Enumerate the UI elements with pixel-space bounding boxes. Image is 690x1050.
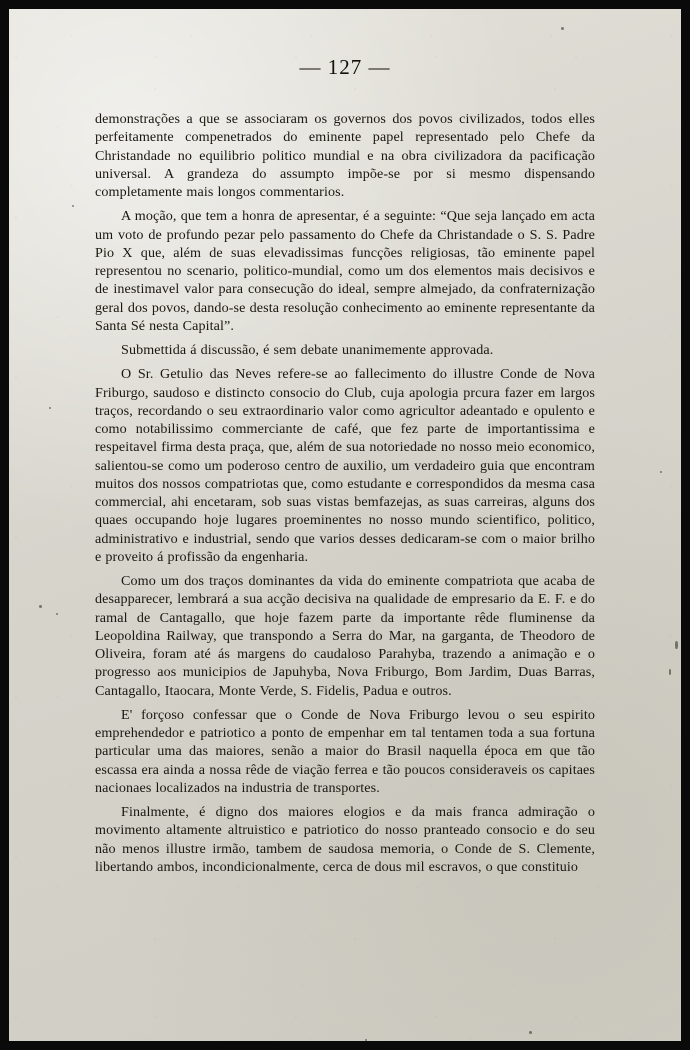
- paper-speck: [561, 27, 564, 30]
- page-number: — 127 —: [299, 55, 391, 79]
- body-paragraph: demonstrações a que se associaram os governos dos povos civilizados, todos elles perfeitamente compenetrados do eminente papel representado pelo Chefe da Christandade no equilibrio politico mundial e na obra civilizadora da pacificação universal. A grandeza do assumpto impõe-se por si mesmo dispensando completamente mais longos commentarios.: [95, 111, 595, 200]
- body-paragraph: Finalmente, é digno dos maiores elogios e da mais franca admiração o movimento altamente altruistico e patriotico do nosso pranteado consocio e do seu não menos illustre irmão, tambem de saudosa memoria, o Conde de S. Clemente, libertando ambos, incondicionalmente, cerca de dous mil escravos, o que constituio: [95, 804, 595, 875]
- paper-speck: [529, 1031, 532, 1034]
- body-paragraph: A moção, que tem a honra de apresentar, é a seguinte: “Que seja lançado em acta um voto de profundo pezar pelo passamento do Chefe da Christandade o S. S. Padre Pio X que, além de suas elevadissimas funcções religiosas, tão eminente papel representou no scenario, politico-mundial, como um dos elementos mais decisivos e de inestimavel valor para consecução do ideal, sempre almejado, da confraternização geral dos povos, dando-se desta resolução conhecimento ao eminente representante da Santa Sé nesta Capital”.: [95, 208, 595, 334]
- body-paragraph: Submettida á discussão, é sem debate unanimemente approvada.: [121, 342, 494, 358]
- page-content: [9, 55, 681, 876]
- body-paragraph: O Sr. Getulio das Neves refere-se ao fallecimento do illustre Conde de Nova Friburgo, saudoso e distincto consocio do Club, cuja apologia prcura fazer em largos traços, recordando o seu extraordinario valor como agricultor adeantado e opulento e como notabilissimo commerciante de café, que fez parte de importantissima e respeitavel firma desta praça, que, além de sua notoriedade no nosso meio economico, salientou-se como um poderoso centro de auxilio, um verdadeiro guia que encontram muitos dos nossos compatriotas que, como estudante e correspondidos da mesma casa commercial, ahi encetaram, sob suas vistas bemfazejas, as suas carreiras, alguns dos quaes occupando hoje lugares proeminentes no nosso mundo scientifico, politico, administrativo e industrial, sendo que varios desses dedicaram-se com o maior brilho e proveito á profissão da engenharia.: [95, 366, 595, 565]
- body-paragraph: E' forçoso confessar que o Conde de Nova Friburgo levou o seu espirito emprehendedor e patriotico a ponto de empenhar em tal tentamen toda a sua fortuna particular uma das maiores, senão a maior do Brasil naquella época em que tão escassa era ainda a nossa rêde de viação ferrea e tão poucos consideraveis os capitaes nacionaes localizados na industria de transportes.: [95, 706, 595, 796]
- paper-speck: [365, 1039, 367, 1041]
- body-paragraph: Como um dos traços dominantes da vida do eminente compatriota que acaba de desapparecer, lembrará a sua acção decisiva na qualidade de empresario da E. F. e do ramal de Cantagallo, que hoje fazem parte da importante rêde fluminense da Leopoldina Railway, que transpondo a Serra do Mar, na garganta, de Theodoro de Oliveira, foram até ás margens do caudaloso Parahyba, trazendo a animação e o progresso aos municipios de Japuhyba, Nova Friburgo, Bom Jardim, Duas Barras, Cantagallo, Itaocara, Monte Verde, S. Fidelis, Padua e outros.: [95, 573, 595, 699]
